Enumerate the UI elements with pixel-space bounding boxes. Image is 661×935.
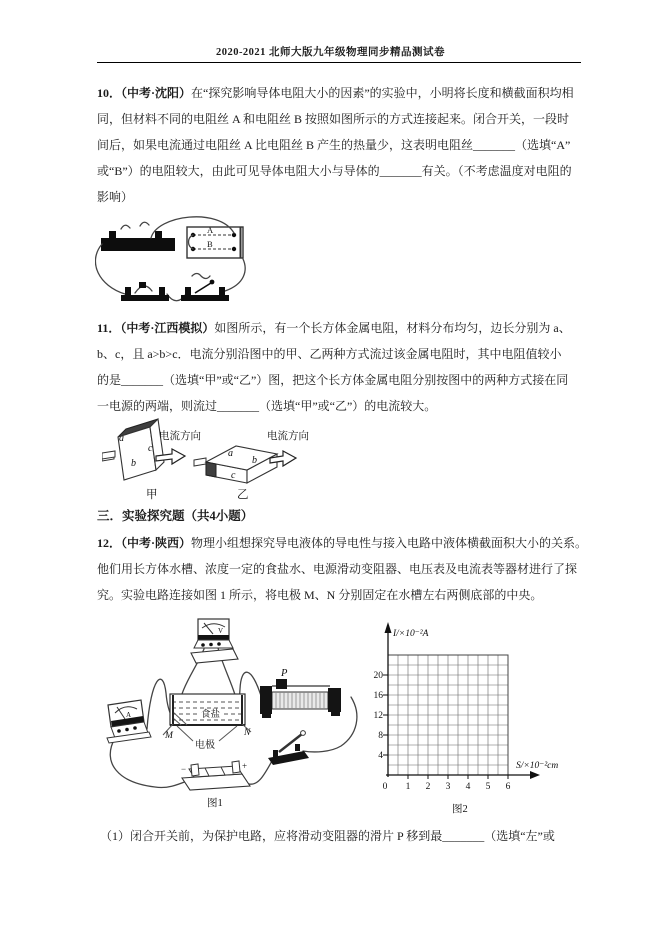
ammeter (107, 700, 151, 743)
switch-left (121, 282, 169, 301)
x-axis-label: S/×10⁻²cm (516, 761, 559, 771)
resistance-wire-box (187, 225, 243, 258)
battery (181, 761, 250, 790)
wire-right (225, 259, 245, 291)
q11-line-1 (97, 315, 589, 341)
wire-loop-left (147, 679, 173, 729)
figure1-caption: 图1 (207, 798, 223, 809)
q11-number: 11． (97, 321, 121, 335)
wire-battery-switch (249, 761, 272, 784)
wire-b-label: B (207, 239, 213, 249)
ytick-8: 8 (378, 731, 383, 741)
xtick-3: 3 (445, 782, 451, 792)
x-axis-arrow (530, 771, 540, 779)
y-axis-arrow (385, 622, 392, 633)
q12-graph-figure (368, 620, 600, 820)
question-12 (97, 530, 589, 608)
battery-plus-label: + (242, 761, 248, 771)
wire-ammeter-battery (110, 738, 187, 788)
edge-a-jia-label: a (119, 433, 124, 444)
y-axis-label: I/×10⁻²A (393, 629, 429, 639)
block-jia (102, 419, 185, 480)
page-header-title: 2020-2021 北师大版九年级物理同步精品测试卷 (215, 47, 446, 58)
q11-line-2: b、c，且 a>b>c．电流分别沿图中的甲、乙两种方式流过该金属电阻时，其中电阻值较小 (97, 347, 562, 361)
wire-left (95, 244, 125, 294)
ytick-4: 4 (378, 751, 383, 761)
q10-line-3: 间后，如果电流通过电阻丝 A 比电阻丝 B 产生的热量少，这表明电阻丝_______（选填“A” (97, 138, 571, 152)
electrode-caption: 电极 (195, 740, 215, 751)
voltmeter (191, 619, 238, 663)
figure2-caption: 图2 (452, 804, 468, 815)
ytick-16: 16 (373, 691, 383, 701)
current-direction-label-jia: 电流方向 (159, 431, 201, 442)
q11-blocks-figure (102, 417, 317, 505)
voltmeter-label: V (218, 627, 224, 635)
q10-line-1 (97, 80, 589, 106)
ytick-20: 20 (373, 671, 383, 681)
question-11 (97, 315, 589, 419)
battery-minus-label: − (181, 764, 187, 774)
rheostat (260, 668, 341, 718)
y-axis (374, 622, 429, 777)
xtick-4: 4 (465, 782, 471, 792)
q10-line-2: 同，但材料不同的电阻丝 A 和电阻丝 B 按照如图所示的方式连接起来。闭合开关，一段时 (97, 112, 570, 126)
q12-line-1 (97, 530, 589, 556)
block-yi (194, 446, 296, 483)
slider-p-label: P (281, 668, 288, 679)
q12-sub1 (100, 823, 592, 849)
q12-line-2: 他们用长方体水槽、浓度一定的食盐水、电源滑动变阻器、电压表及电流表等器材进行了探 (97, 562, 578, 576)
x-axis (383, 761, 559, 792)
wire-a-label: A (207, 225, 214, 235)
q11-tag: （中考·江西模拟） (120, 321, 215, 335)
q10-line-1-text: 在“探究影响导体电阻大小的因素”的实验中，小明将长度和横截面积均相 (191, 86, 574, 100)
q11-line-1-text: 如图所示，有一个长方体金属电阻，材料分布均匀，边长分别为 a、 (214, 321, 571, 335)
switch-right (181, 280, 229, 301)
jia-caption: 甲 (146, 489, 158, 501)
edge-a-yi-label: a (228, 448, 233, 459)
question-10 (97, 80, 589, 210)
edge-c-yi-label: c (231, 470, 236, 481)
q12-line-3: 究。实验电路连接如图 1 所示，将电极 M、N 分别固定在水槽左右两侧底部的中央。 (97, 588, 543, 602)
q10-line-4: 或“B”）的电阻较大，由此可见导体电阻大小与导体的_______有关。（不考虑温度对电阻的 (97, 164, 572, 178)
q12-number: 12． (97, 536, 122, 550)
grid (388, 655, 508, 775)
q12-experiment-figure (105, 615, 370, 815)
wire-squiggle (192, 274, 210, 279)
knife-switch (268, 731, 309, 765)
battery-pack (101, 222, 175, 251)
salt-water-tank (163, 694, 251, 751)
q10-circuit-figure (95, 212, 340, 310)
xtick-5: 5 (485, 782, 491, 792)
q10-line-5: 影响） (97, 190, 134, 204)
q10-number: 10． (97, 86, 122, 100)
section-3-heading: 三．实验探究题（共4小题） (97, 509, 254, 523)
edge-c-jia-label: c (148, 443, 153, 454)
edge-b-yi-label: b (252, 455, 257, 466)
ammeter-label: A (126, 711, 132, 719)
q10-tag: （中考·沈阳） (121, 86, 192, 100)
rheostat-slider (276, 679, 287, 689)
current-direction-label-yi: 电流方向 (267, 431, 309, 442)
q12-line-1-text: 物理小组想探究导电液体的导电性与接入电路中液体横截面积大小的关系。 (191, 536, 588, 550)
header-rule (97, 62, 581, 63)
q11-line-4: 一电源的两端，则流过_______（选填“甲”或“乙”）的电流较大。 (97, 399, 437, 413)
edge-b-jia-label: b (131, 458, 136, 469)
yi-caption: 乙 (237, 489, 249, 501)
xtick-0: 0 (382, 782, 388, 792)
electrode-m-label: M (165, 731, 173, 741)
q12-sub1-line: （1）闭合开关前，为保护电路，应将滑动变阻器的滑片 P 移到最_______（选填“左”或 (100, 829, 555, 843)
q11-line-3: 的是_______（选填“甲”或“乙”）图，把这个长方体金属电阻分别按图中的两种方式接在同 (97, 373, 569, 387)
xtick-6: 6 (505, 782, 511, 792)
salt-label: 食盐 (201, 710, 221, 720)
q12-tag: （中考·陕西） (121, 536, 192, 550)
ytick-12: 12 (373, 711, 383, 721)
electrode-n-label: N (244, 728, 251, 738)
xtick-2: 2 (425, 782, 431, 792)
xtick-1: 1 (405, 782, 411, 792)
